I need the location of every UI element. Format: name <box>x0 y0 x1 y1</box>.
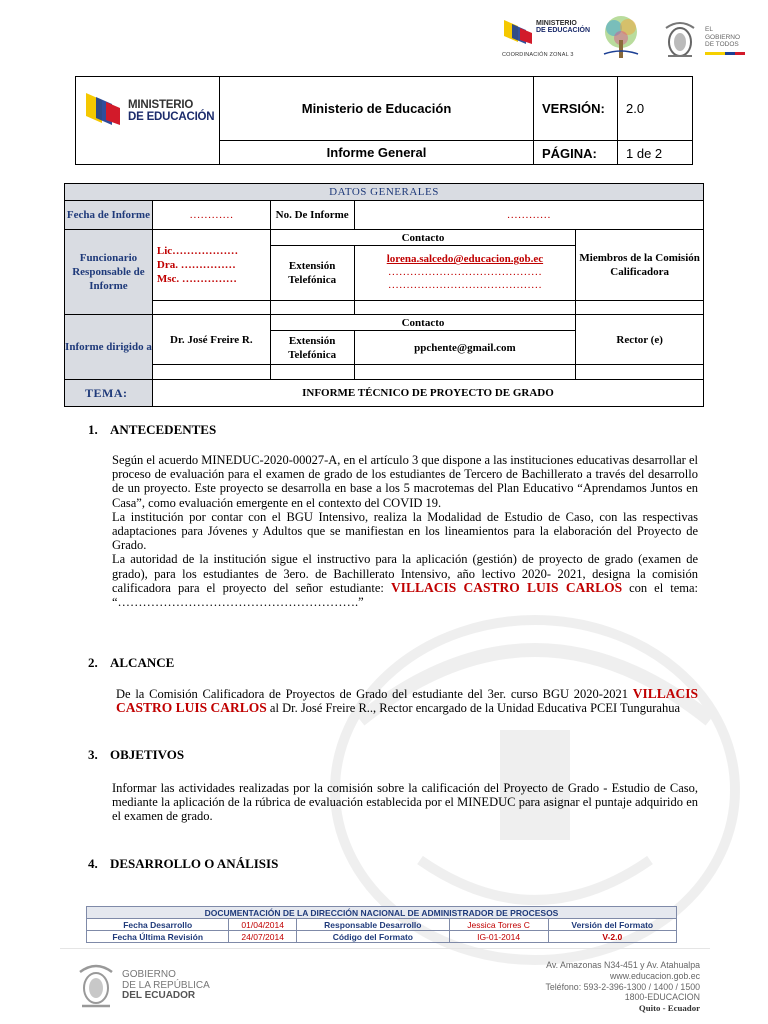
footer-divider <box>60 948 710 949</box>
phone-line: Teléfono: 593-2-396-1300 / 1400 / 1500 <box>545 981 700 992</box>
table-row: Fecha Última Revisión 24/07/2014 Código del Formato IG-01-2014 V-2.0 <box>87 931 677 943</box>
contacto-label-2: Contacto <box>270 315 576 331</box>
section-antecedentes-body <box>112 453 698 609</box>
flag-stripe <box>705 52 745 55</box>
section-desarrollo-heading: 4. DESARROLLO O ANÁLISIS <box>88 856 279 871</box>
el-gobierno-de-todos: EL GOBIERNO DE TODOS <box>705 26 745 55</box>
fecha-value: ………… <box>152 200 270 229</box>
no-informe-value: ………… <box>354 200 703 229</box>
empty-cell <box>152 364 270 379</box>
page-label: PÁGINA: <box>534 141 618 165</box>
funcionario-label: Funcionario Responsable de Informe <box>65 230 153 315</box>
empty-cell <box>354 364 576 379</box>
miembros-label: Miembros de la Comisión Calificadora <box>576 230 704 300</box>
empty-cell <box>576 300 704 315</box>
process-table <box>86 906 677 943</box>
contacto-detail: lorena.salcedo@educacion.gob.ec …………………………………… …………………………………… <box>354 246 576 301</box>
toda-una-vida-tree-icon <box>596 14 646 62</box>
fecha-label: Fecha de Informe <box>65 200 153 229</box>
ministerio-logo-text: MINISTERIO DE EDUCACIÓN <box>128 99 215 123</box>
antecedentes-p2: La institución por contar con el BGU Intensivo, realiza la Modalidad de Estudio de Caso, con las respectivas adaptaciones para Jóvenes y Adultos que se manifiestan en los lineamientos para la elaboración del Proyecto de Grado. <box>112 509 698 553</box>
section-alcance-heading: 2. ALCANCE <box>88 655 175 670</box>
no-informe-label: No. De Informe <box>270 200 354 229</box>
footer-address <box>440 960 700 1014</box>
ministerio-flag-icon <box>502 18 534 44</box>
student-name-2: VILLACIS CASTRO LUIS CARLOS <box>116 686 698 716</box>
antecedentes-p1: Según el acuerdo MINEDUC-2020-00027-A, en el artículo 3 que dispone a las instituciones educativas desarrollar el proceso de evaluación para el examen de grado de los estudiantes de Tercero de Bachillerato a través del desarrollo de un proyecto. Este proyecto se desarrolla en base a los 5 macrotemas del Plan Educativo “Aprendamos Juntos en Casa”, como evaluación emergente en el contexto del COVID 19. <box>112 453 698 510</box>
section-alcance-body: De la Comisión Calificadora de Proyectos de Grado del estudiante del 3er. curso BGU 2020-2021 VILLACIS CASTRO LUIS CARLOS al Dr. José Freire R.., Rector encargado de la Unidad Educativa PCEI Tungurahua <box>116 686 698 716</box>
funcionario-names: Lic……………… Dra. …………… Msc. …………… <box>152 230 270 300</box>
empty-cell <box>270 364 354 379</box>
extension-label: Extensión Telefónica <box>270 246 354 301</box>
tema-label: TEMA: <box>65 379 153 406</box>
empty-cell <box>270 300 354 315</box>
contacto-label: Contacto <box>270 230 576 246</box>
empty-cell <box>152 300 270 315</box>
dirigido-name: Dr. José Freire R. <box>152 315 270 364</box>
top-ministerio-text: MINISTERIO DE EDUCACIÓN <box>536 20 591 34</box>
gobierno-footer-logo <box>76 962 216 1012</box>
header-table <box>75 76 693 165</box>
section-objetivos-heading: 3. OBJETIVOS <box>88 747 185 762</box>
email-2[interactable]: ppchente@gmail.com <box>354 331 576 365</box>
city-line: Quito - Ecuador <box>638 1003 700 1014</box>
empty-cell <box>576 364 704 379</box>
section-objetivos-body: Informar las actividades realizadas por la comisión sobre la calificación del Proyecto de Grado - Estudio de Caso, mediante la aplicación de la rúbrica de evaluación establecida por el MINEDUC para asignar el puntaje adquirido en el examen de grado. <box>112 781 698 824</box>
header-logo-cell <box>76 77 220 165</box>
table-row: Fecha Desarrollo 01/04/2014 Responsable Desarrollo Jessica Torres C Versión del Formato <box>87 919 677 931</box>
datos-generales-table <box>64 183 704 407</box>
extension-label-2: Extensión Telefónica <box>270 331 354 365</box>
dirigido-label: Informe dirigido a <box>65 315 153 379</box>
top-logo-band <box>500 14 762 64</box>
antecedentes-p3: La autoridad de la institución sigue el instructivo para la aplicación (gestión) de proyecto de grado (examen de grado), para los estudiantes de 3ero. de Bachillerato Intensivo, año lectivo 2020- 2021, designa la comisión calificadora para el proyecto del señor estudiante: VILLACIS CASTRO LUIS CARLOS con el tema: “………………………………………………….” <box>112 552 698 610</box>
address-line: Av. Amazonas N34-451 y Av. Atahualpa <box>546 960 700 970</box>
phone-line-2: 1800-EDUCACION <box>624 992 700 1003</box>
version-label: VERSIÓN: <box>534 77 618 141</box>
header-title: Ministerio de Educación <box>220 77 534 141</box>
process-title: DOCUMENTACIÓN DE LA DIRECCIÓN NACIONAL DE ADMINISTRADOR DE PROCESOS <box>87 907 677 919</box>
ministerio-logo-icon <box>84 91 122 125</box>
rector-label: Rector (e) <box>576 315 704 364</box>
header-subtitle: Informe General <box>220 141 534 165</box>
gobierno-shield-icon <box>76 962 116 1012</box>
student-name: VILLACIS CASTRO LUIS CARLOS <box>390 579 623 595</box>
datos-heading: DATOS GENERALES <box>65 184 704 201</box>
page-value: 1 de 2 <box>618 141 693 165</box>
section-antecedentes-heading: 1. ANTECEDENTES <box>88 422 217 437</box>
empty-cell <box>354 300 576 315</box>
gobierno-footer-text: GOBIERNO DE LA REPÚBLICA DEL ECUADOR <box>122 969 210 1001</box>
coordinacion-zonal: COORDINACIÓN ZONAL 3 <box>502 52 574 58</box>
email-link-1[interactable]: lorena.salcedo@educacion.gob.ec <box>386 253 544 266</box>
tema-value: INFORME TÉCNICO DE PROYECTO DE GRADO <box>152 379 703 406</box>
ecuador-shield-icon <box>660 18 700 62</box>
website-link[interactable]: www.educacion.gob.ec <box>610 970 700 981</box>
version-value: 2.0 <box>618 77 693 141</box>
